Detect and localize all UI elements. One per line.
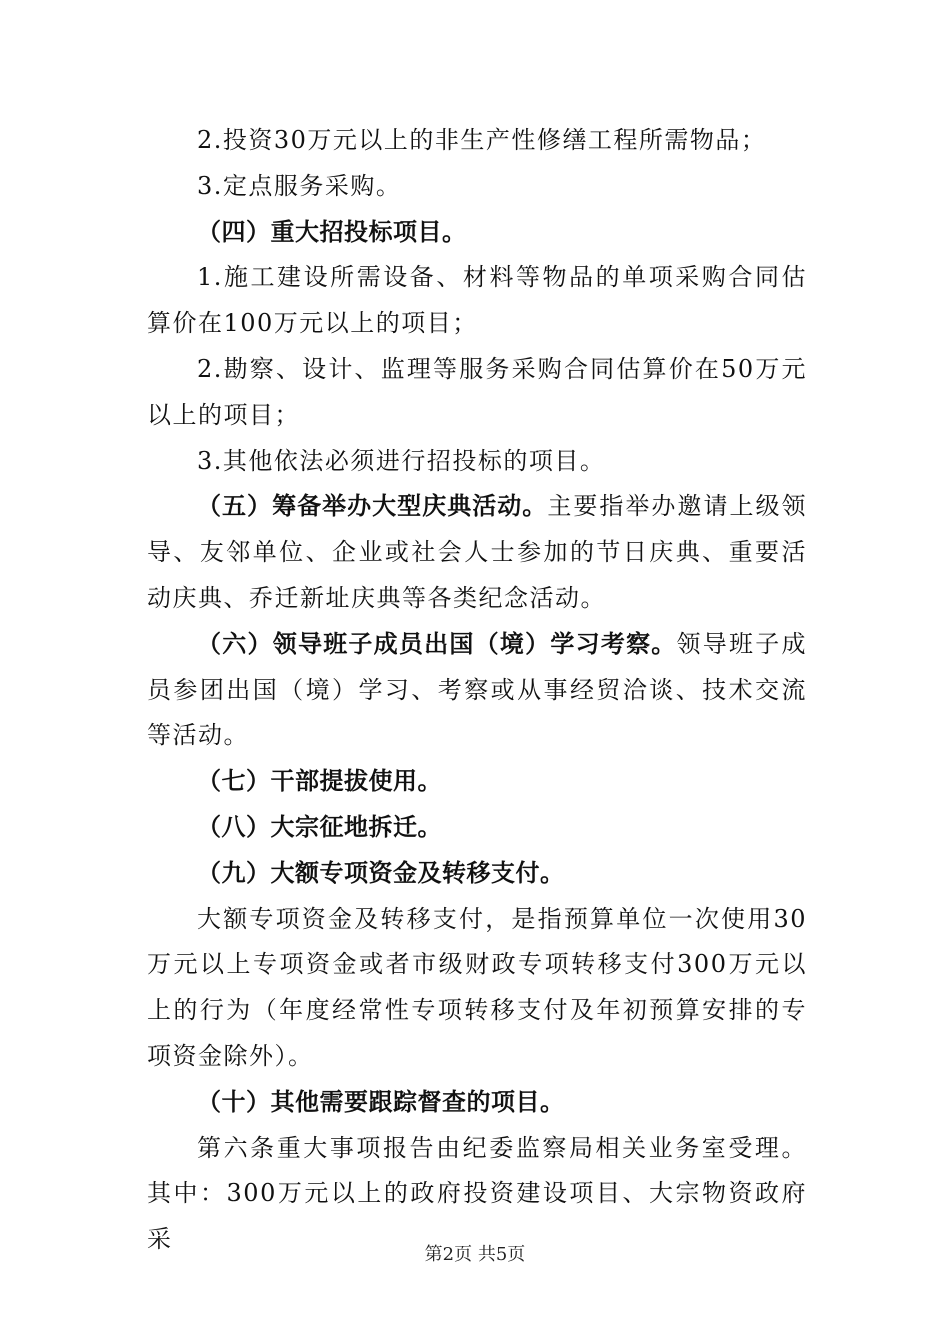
paragraph-text: 大额专项资金及转移支付，是指预算单位一次使用30万元以上专项资金或者市级财政专项转移支付300万元以上的行为（年度经常性专项转移支付及年初预算安排的专项资金除外）。	[147, 904, 807, 1070]
paragraph	[147, 484, 807, 621]
paragraph-text: 3.定点服务采购。	[197, 171, 402, 200]
section-heading: （十）其他需要跟踪督查的项目。	[197, 1087, 565, 1116]
section-heading: （五）筹备举办大型庆典活动。	[197, 492, 548, 521]
document-body	[147, 118, 807, 1263]
paragraph	[147, 164, 807, 210]
paragraph-text: 主要指举办邀请上级领导、友邻单位、企业或社会人士参加的节日庆典、重要活动庆典、乔迁新址庆典等各类纪念活动。	[147, 492, 808, 612]
paragraph	[147, 118, 807, 164]
paragraph	[147, 622, 807, 759]
paragraph-text: 2.投资30万元以上的非生产性修缮工程所需物品；	[197, 126, 767, 154]
paragraph-text: 领导班子成员参团出国（境）学习、考察或从事经贸洽谈、技术交流等活动。	[147, 629, 808, 750]
paragraph-text: 1.施工建设所需设备、材料等物品的单项采购合同估算价在100万元以上的项目；	[147, 263, 807, 338]
page-footer: 第2页 共5页	[424, 1244, 526, 1265]
paragraph	[147, 210, 807, 256]
section-heading: （四）重大招投标项目。	[197, 217, 467, 246]
section-heading: （六）领导班子成员出国（境）学习考察。	[197, 629, 677, 658]
paragraph-text: 第六条重大事项报告由纪委监察局相关业务室受理。其中：300万元以上的政府投资建设项目、大宗物资政府采	[147, 1133, 807, 1254]
paragraph	[147, 897, 807, 1080]
section-heading: （八）大宗征地拆迁。	[197, 812, 442, 841]
paragraph	[147, 255, 807, 347]
paragraph	[147, 1080, 807, 1126]
section-heading: （七）干部提拔使用。	[197, 767, 442, 796]
paragraph	[147, 759, 807, 805]
paragraph-text: 3.其他依法必须进行招投标的项目。	[197, 446, 606, 475]
section-heading: （九）大额专项资金及转移支付。	[197, 858, 565, 887]
paragraph	[147, 805, 807, 851]
paragraph	[147, 347, 807, 439]
paragraph-text: 2.勘察、设计、监理等服务采购合同估算价在50万元以上的项目；	[147, 354, 807, 429]
paragraph	[147, 439, 807, 485]
paragraph	[147, 851, 807, 897]
